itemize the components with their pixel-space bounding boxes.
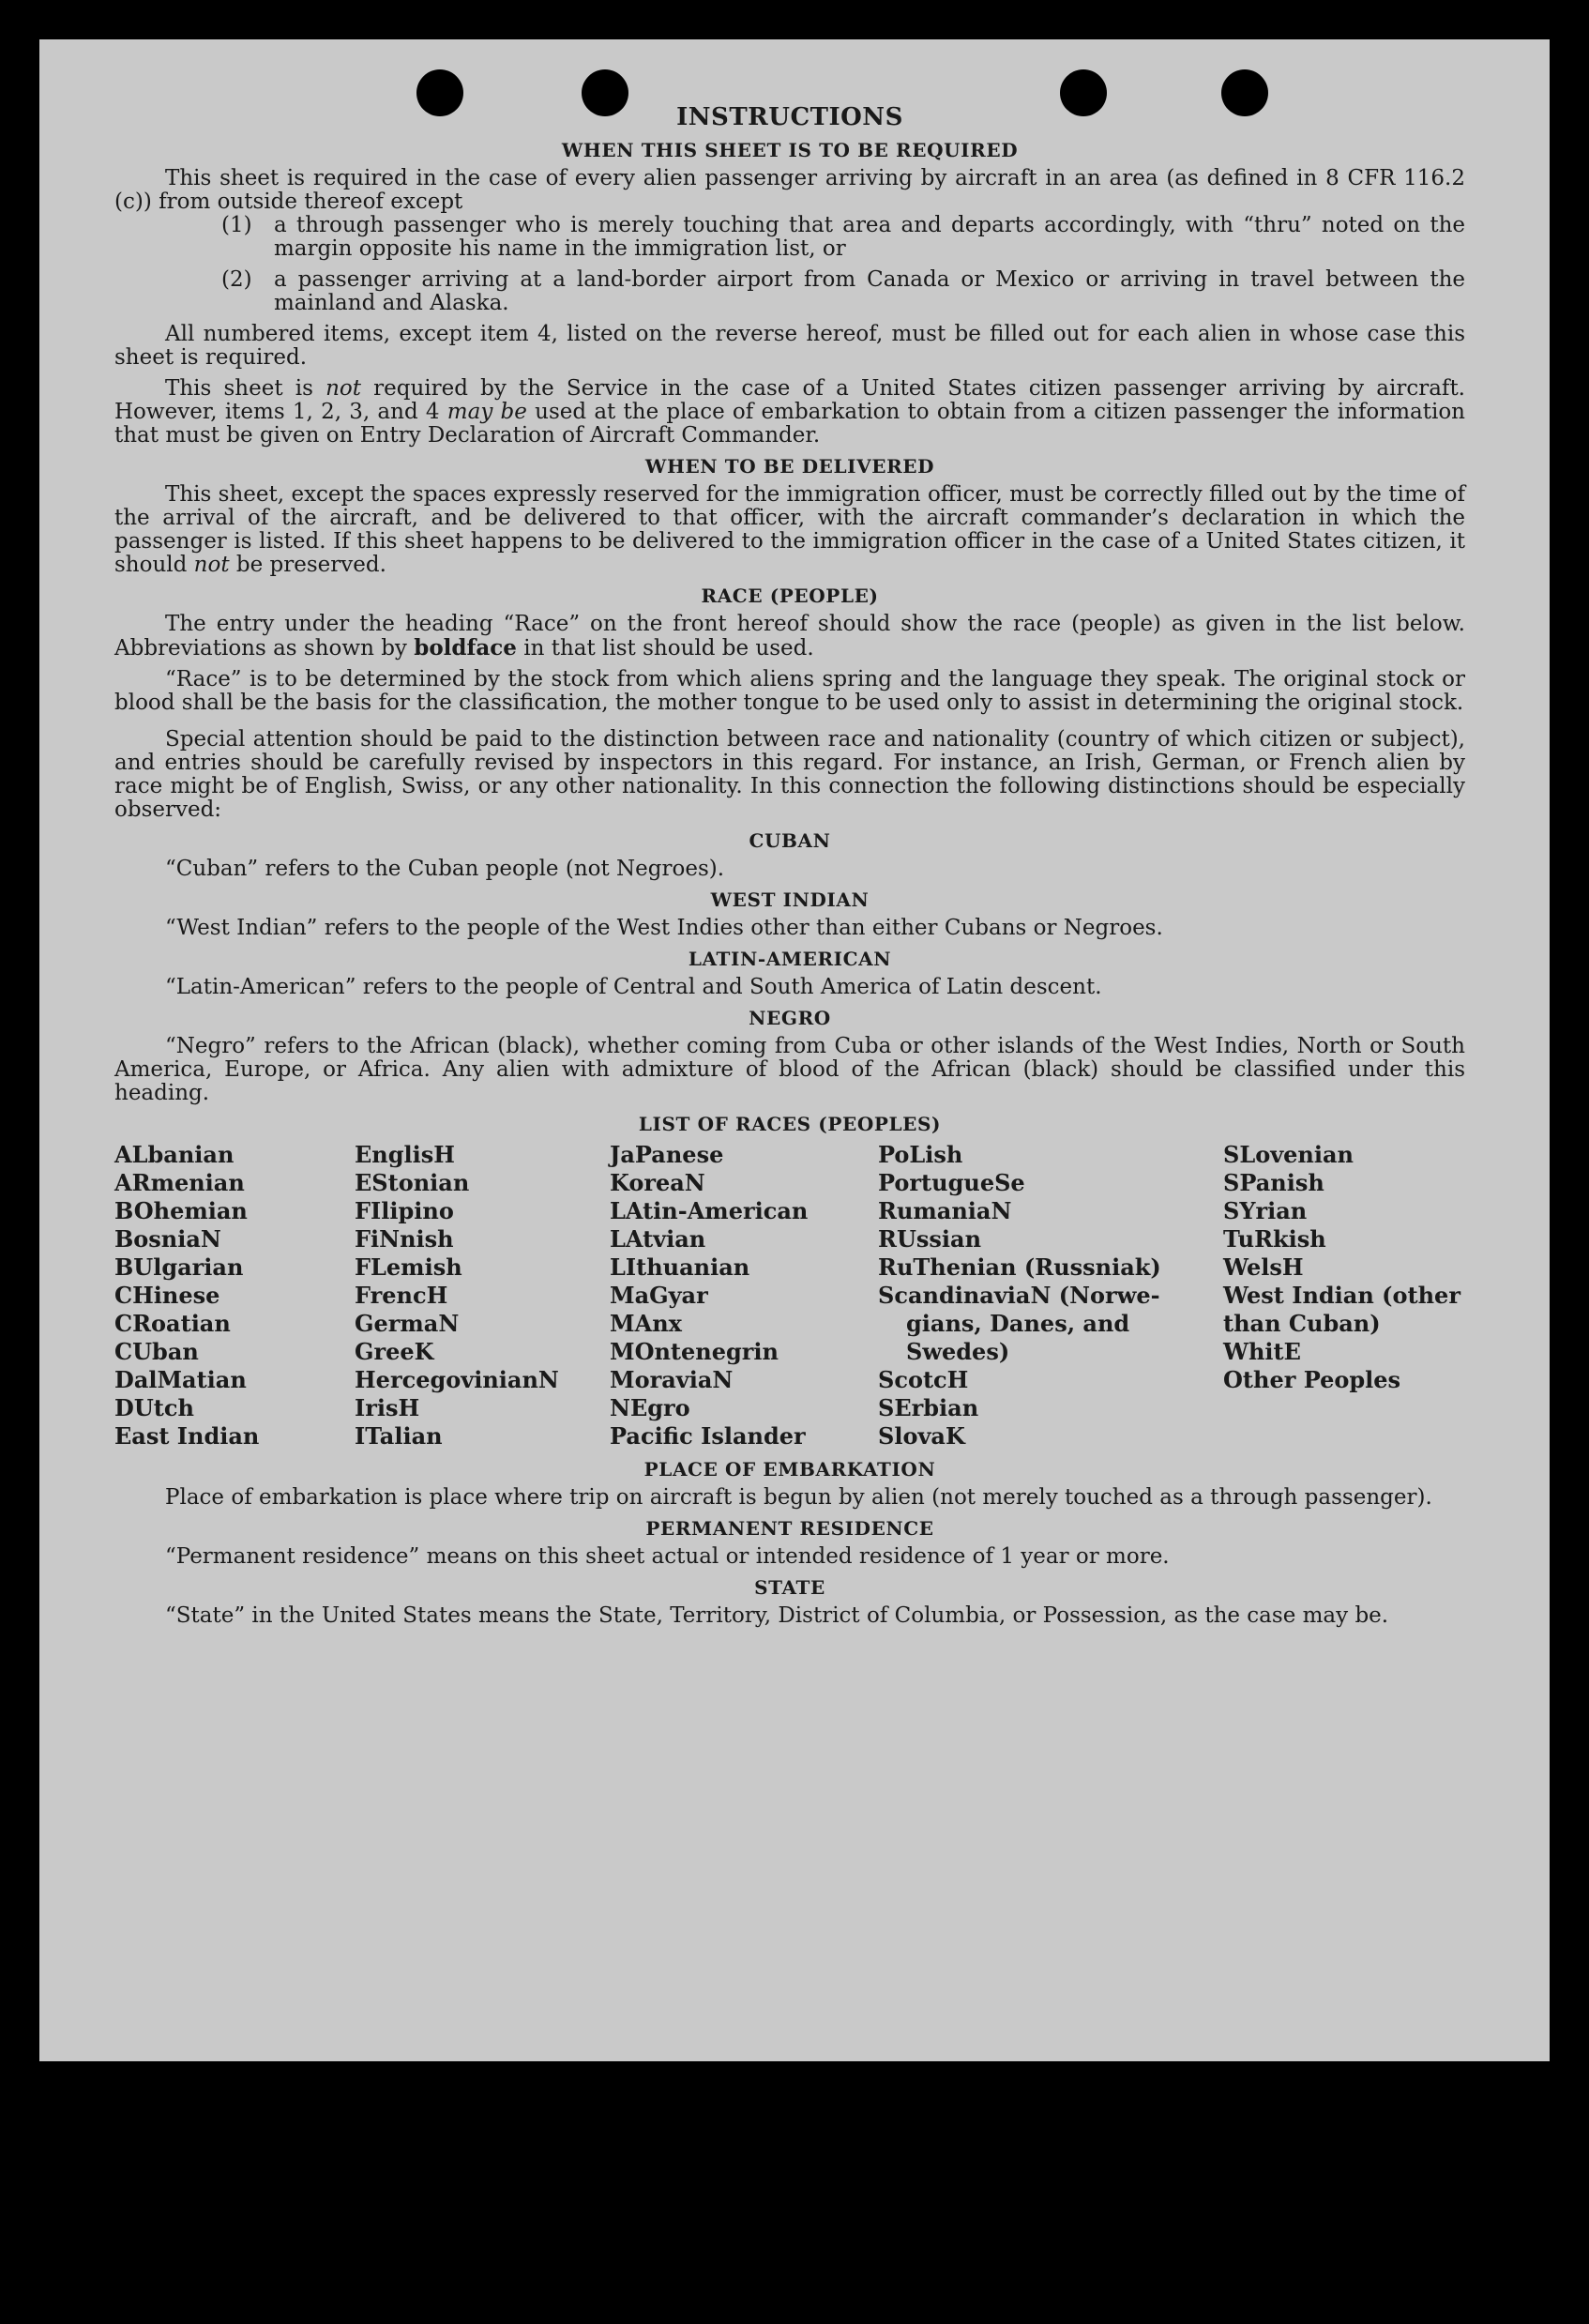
race-entry: LIthuanian: [610, 1253, 750, 1281]
exception-item: [221, 268, 1465, 315]
race-entry: NEgro: [610, 1394, 690, 1421]
section-heading-latin-american: LATIN-AMERICAN: [688, 948, 892, 970]
race-entry: RumaniaN: [878, 1197, 1012, 1224]
race-entry: HercegovinianN: [355, 1366, 559, 1393]
exception-text: a passenger arriving at a land-border airport from Canada or Mexico or arriving in travel between the mainland and Alaska.: [274, 267, 1465, 315]
delivered-text: This sheet, except the spaces expressly reserved for the immigration officer, must be correctly filled out by the time of the arrival of the aircraft, and be delivered to that officer, with the aircraft commander’s declaration in which the passenger is listed. If this sheet happens to be delivered to the immigration officer in the case of a United States citizen, it should not be preserved.: [114, 482, 1465, 577]
race-entry: FiNnish: [355, 1225, 454, 1253]
race-entry: WelsH: [1223, 1253, 1304, 1281]
race-entry: SErbian: [878, 1394, 979, 1421]
section-heading-cuban: CUBAN: [749, 829, 831, 852]
race-entry: FrencH: [355, 1282, 448, 1309]
race-entry: West Indian (other: [1223, 1282, 1460, 1309]
race-entry: RUssian: [878, 1225, 982, 1253]
race-entry: ScandinaviaN (Norwe-: [878, 1282, 1160, 1309]
race-entry: GreeK: [355, 1338, 434, 1365]
exception-number: (1): [221, 213, 252, 237]
embarkation-text: Place of embarkation is place where trip on aircraft is begun by alien (not merely touched as a through passenger).: [165, 1485, 1432, 1510]
race-entry: TuRkish: [1223, 1225, 1326, 1253]
race-entry: WhitE: [1223, 1338, 1301, 1365]
citizen-note: This sheet is not required by the Service in the case of a United States citizen passenger arriving by aircraft. However, items 1, 2, 3, and 4 may be used at the place of embarkation to obtain from a citizen passenger the information that must be given on Entry Declaration of Aircraft Commander.: [114, 376, 1465, 448]
exception-item: [221, 214, 1465, 261]
race-entry: ITalian: [355, 1422, 443, 1450]
races-column: [355, 1141, 610, 1451]
section-heading-required: WHEN THIS SHEET IS TO BE REQUIRED: [561, 139, 1019, 161]
race-entry: CRoatian: [114, 1310, 231, 1337]
race-entry: BUlgarian: [114, 1253, 244, 1281]
cuban-text: “Cuban” refers to the Cuban people (not Negroes).: [165, 857, 725, 881]
race-entry: ALbanian: [114, 1141, 235, 1168]
race-entry: BosniaN: [114, 1225, 221, 1253]
races-column: [610, 1141, 878, 1451]
race-entry: SLovenian: [1223, 1141, 1354, 1168]
races-column: [878, 1141, 1223, 1451]
race-paragraph: “Race” is to be determined by the stock from which aliens spring and the language they speak. The original stock or blood shall be the basis for the classification, the mother tongue to be used only to assist in determining the original stock.: [114, 667, 1465, 715]
race-entry: FIlipino: [355, 1197, 454, 1224]
race-entry: CHinese: [114, 1282, 220, 1309]
races-column: [1223, 1141, 1458, 1451]
race-entry: FLemish: [355, 1253, 462, 1281]
races-list: [114, 1141, 1465, 1451]
race-entry: DUtch: [114, 1394, 194, 1421]
instructions-content: [114, 103, 1465, 1628]
numbered-items-note: All numbered items, except item 4, listed on the reverse hereof, must be filled out for each alien in whose case this sheet is required.: [114, 322, 1465, 370]
race-entry: Pacific Islander: [610, 1422, 806, 1450]
west-indian-text: “West Indian” refers to the people of the West Indies other than either Cubans or Negroes.: [165, 916, 1163, 940]
race-entry: MAnx: [610, 1310, 682, 1337]
residence-text: “Permanent residence” means on this sheet actual or intended residence of 1 year or more.: [165, 1544, 1170, 1569]
race-entry: LAtvian: [610, 1225, 706, 1253]
section-heading-west-indian: WEST INDIAN: [710, 889, 870, 911]
race-entry: SPanish: [1223, 1169, 1324, 1196]
race-entry: ScotcH: [878, 1366, 969, 1393]
race-entry: JaPanese: [610, 1141, 724, 1168]
section-heading-embarkation: PLACE OF EMBARKATION: [643, 1458, 936, 1481]
race-entry: MOntenegrin: [610, 1338, 779, 1365]
race-entry: SYrian: [1223, 1197, 1308, 1224]
race-entry: Other Peoples: [1223, 1366, 1401, 1393]
page-title: INSTRUCTIONS: [676, 103, 903, 131]
race-entry: ARmenian: [114, 1169, 245, 1196]
exception-number: (2): [221, 267, 252, 292]
race-entry: Swedes): [906, 1338, 1010, 1365]
exception-text: a through passenger who is merely touching that area and departs accordingly, with “thru” noted on the margin opposite his name in the immigration list, or: [274, 213, 1465, 261]
race-entry: RuThenian (Russniak): [878, 1253, 1161, 1281]
race-entry: East Indian: [114, 1422, 260, 1450]
race-entry: MaGyar: [610, 1282, 708, 1309]
race-entry: MoraviaN: [610, 1366, 734, 1393]
race-entry: gians, Danes, and: [906, 1310, 1130, 1337]
races-column: [114, 1141, 355, 1451]
negro-text: “Negro” refers to the African (black), whether coming from Cuba or other islands of the West Indies, North or South America, Europe, or Africa. Any alien with admixture of blood of the African (black) should be classified under this heading.: [114, 1034, 1465, 1105]
race-entry: KoreaN: [610, 1169, 705, 1196]
race-entry: PoLish: [878, 1141, 963, 1168]
document-page: [39, 39, 1550, 2061]
race-entry: LAtin-American: [610, 1197, 809, 1224]
race-entry: IrisH: [355, 1394, 420, 1421]
race-entry: EStonian: [355, 1169, 470, 1196]
section-heading-negro: NEGRO: [749, 1007, 831, 1029]
section-heading-state: STATE: [754, 1576, 825, 1599]
race-entry: CUban: [114, 1338, 199, 1365]
race-entry: EnglisH: [355, 1141, 455, 1168]
state-text: “State” in the United States means the State, Territory, District of Columbia, or Possession, as the case may be.: [165, 1603, 1389, 1628]
race-entry: than Cuban): [1223, 1310, 1381, 1337]
section-heading-residence: PERMANENT RESIDENCE: [645, 1517, 934, 1540]
race-paragraph: The entry under the heading “Race” on the front hereof should show the race (people) as given in the list below. Abbreviations as shown by boldface in that list should be used.: [114, 612, 1465, 661]
race-entry: BOhemian: [114, 1197, 248, 1224]
latin-american-text: “Latin-American” refers to the people of Central and South America of Latin descent.: [165, 975, 1102, 999]
race-entry: GermaN: [355, 1310, 460, 1337]
section-heading-list-of-races: LIST OF RACES (PEOPLES): [638, 1113, 942, 1135]
race-paragraph: Special attention should be paid to the distinction between race and nationality (country of which citizen or subject), and entries should be carefully revised by inspectors in this regard. For instance, an Irish, German, or French alien by race might be of English, Swiss, or any other nationality. In this connection the following distinctions should be especially observed:: [114, 727, 1465, 822]
race-entry: DalMatian: [114, 1366, 247, 1393]
section-heading-race: RACE (PEOPLE): [701, 585, 879, 607]
section-heading-delivered: WHEN TO BE DELIVERED: [644, 455, 935, 478]
race-entry: PortugueSe: [878, 1169, 1025, 1196]
race-entry: SlovaK: [878, 1422, 965, 1450]
required-intro: This sheet is required in the case of every alien passenger arriving by aircraft in an area (as defined in 8 CFR 116.2 (c)) from outside thereof except: [114, 166, 1465, 214]
